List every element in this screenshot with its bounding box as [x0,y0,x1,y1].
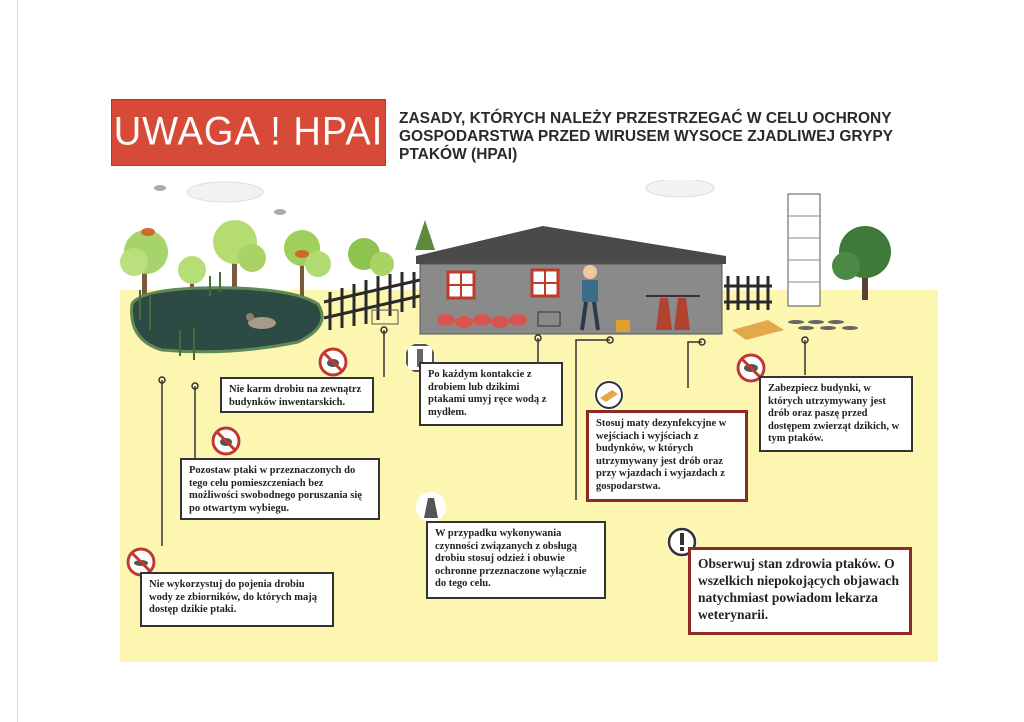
banner-title: UWAGA ! HPAI [113,109,384,155]
note-protective-clothing: W przypadku wykonywania czynności związanych z obsługą drobiu stosuj odzież i obuwie ochronne przeznaczone wyłącznie do tego celu. [426,521,606,599]
warning-banner [111,99,386,166]
headline: ZASADY, KTÓRYCH NALEŻY PRZESTRZEGAĆ W CELU OCHRONY GOSPODARSTWA PRZED WIRUSEM WYSOCE ZJADLIWEJ GRYPY PTAKÓW (HPAI) [399,110,893,163]
pond [132,288,323,352]
flying-bird-icon [154,185,166,191]
boots [616,320,630,332]
barn-roof [416,226,726,264]
note-secure-buildings: Zabezpiecz budynki, w których utrzymywany jest drób oraz paszę przed dostępem zwierząt dzikich, w tym ptaków. [759,376,913,452]
note-hand-washing: Po każdym kontakcie z drobiem lub dzikimi ptakami umyj ręce wodą z mydłem. [419,362,563,426]
disinfection-mat-icon [594,380,624,410]
note-no-outdoor-feeding: Nie karm drobiu na zewnątrz budynków inwentarskich. [220,377,374,413]
scan-edge-line [17,0,18,722]
flying-bird-icon [274,209,286,215]
cloud [646,180,714,197]
note-keep-birds-indoors: Pozostaw ptaki w przeznaczonych do tego celu pomieszczeniach bez możliwości swobodnego poruszania się po otwartym wybiegu. [180,458,380,520]
note-observe-health: Obserwuj stan zdrowia ptaków. O wszelkich niepokojących objawach natychmiast powiadom lekarza weterynarii. [688,547,912,635]
no-free-range-icon [211,426,241,456]
cloud [187,182,263,202]
no-feeding-icon [318,347,348,377]
perched-bird-icon [295,250,309,258]
perched-bird-icon [141,228,155,236]
protective-clothing-icon [416,492,446,522]
note-water-sources: Nie wykorzystuj do pojenia drobiu wody ze zbiorników, do których mają dostęp dzikie ptaki. [140,572,334,627]
silo [788,194,820,306]
note-disinfection-mats: Stosuj maty dezynfekcyjne w wejściach i wyjściach z budynków, w których utrzymywany jest drób oraz przy wjazdach i wyjazdach z gospodarstwa. [586,410,748,502]
